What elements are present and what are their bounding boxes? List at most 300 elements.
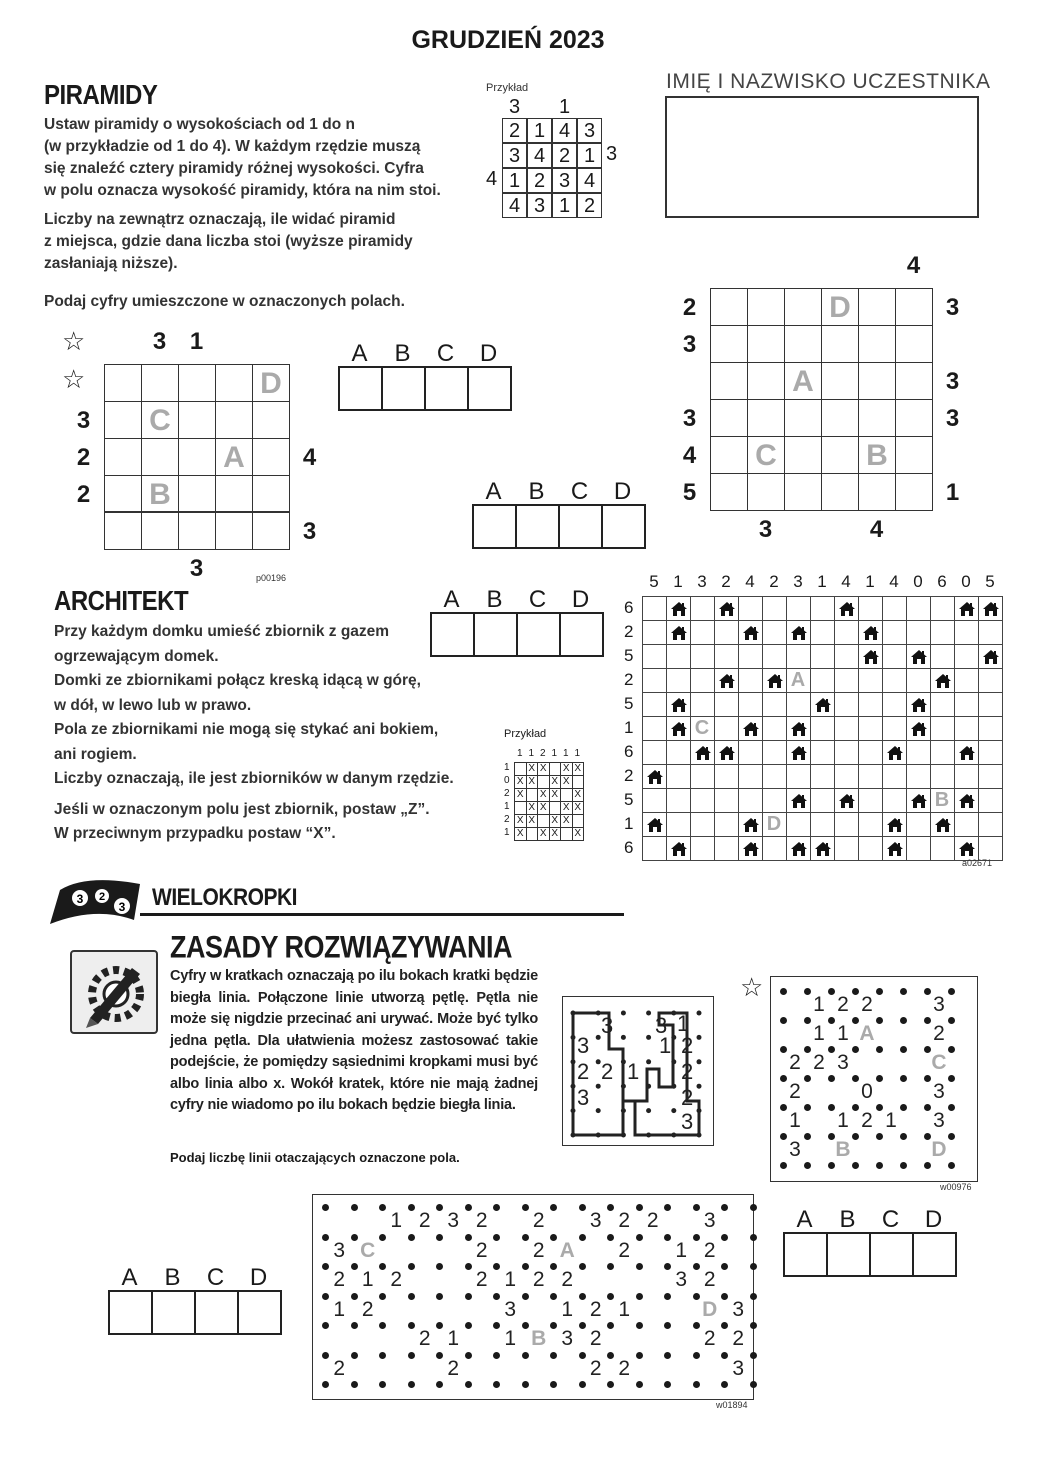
pyramid-large-cell[interactable]	[895, 473, 933, 511]
example-cell: X	[549, 788, 562, 802]
answer-box-c[interactable]	[424, 366, 469, 411]
architekt-cell[interactable]	[738, 788, 763, 813]
house-icon[interactable]	[690, 740, 715, 765]
example-right-clue: 3	[606, 143, 618, 165]
architekt-cell[interactable]	[858, 716, 883, 741]
dots-large-dot	[436, 1234, 443, 1241]
architekt-cell[interactable]	[930, 764, 955, 789]
answer-box-d[interactable]	[912, 1232, 957, 1277]
architekt-cell[interactable]	[882, 764, 907, 789]
pyramid-large-marked-cell[interactable]: C	[747, 436, 785, 474]
architekt-cell[interactable]	[762, 836, 787, 861]
architekt-cell[interactable]	[714, 764, 739, 789]
pyramid-large-cell[interactable]	[784, 399, 822, 437]
architekt-cell[interactable]	[762, 764, 787, 789]
architekt-cell[interactable]	[906, 668, 931, 693]
house-icon[interactable]	[810, 692, 835, 717]
architekt-cell[interactable]	[714, 620, 739, 645]
house-icon[interactable]	[858, 620, 883, 645]
house-icon[interactable]	[882, 812, 907, 837]
dots-large-dot	[636, 1322, 643, 1329]
architekt-cell[interactable]	[810, 764, 835, 789]
architekt-cell[interactable]	[930, 836, 955, 861]
architekt-cell[interactable]	[834, 740, 859, 765]
house-icon[interactable]	[786, 788, 811, 813]
architekt-cell[interactable]	[954, 644, 979, 669]
pyramid-small-cell[interactable]	[104, 512, 142, 550]
architekt-cell[interactable]	[954, 812, 979, 837]
pyramid-large-cell[interactable]	[710, 288, 748, 326]
architekt-cell[interactable]	[834, 620, 859, 645]
pyramid-small-cell[interactable]	[215, 475, 253, 513]
pyramid-small-left-clue: 2	[76, 444, 91, 471]
dots-small-clue: 0	[861, 1080, 873, 1103]
pyramid-large-cell[interactable]	[784, 288, 822, 326]
house-icon[interactable]	[786, 716, 811, 741]
dot-puzzle-small	[770, 976, 978, 1182]
pyramid-large-cell[interactable]	[710, 436, 748, 474]
architekt-cell[interactable]	[906, 596, 931, 621]
house-icon[interactable]	[786, 836, 811, 861]
architekt-cell[interactable]	[786, 812, 811, 837]
architekt-cell[interactable]	[858, 596, 883, 621]
architekt-cell[interactable]	[666, 644, 691, 669]
answer-letter: C	[528, 586, 547, 613]
pyramid-small-marked-cell[interactable]: D	[252, 364, 290, 402]
answer-box-a[interactable]	[472, 504, 517, 549]
architekt-cell[interactable]	[882, 692, 907, 717]
architekt-cell[interactable]	[642, 620, 667, 645]
architekt-cell[interactable]	[978, 620, 1003, 645]
architekt-cell[interactable]	[930, 740, 955, 765]
architekt-cell[interactable]	[834, 668, 859, 693]
pyramid-small-cell[interactable]	[104, 475, 142, 513]
architekt-cell[interactable]	[738, 644, 763, 669]
house-icon[interactable]	[978, 596, 1003, 621]
example-cell: 4	[552, 118, 577, 143]
house-icon[interactable]	[738, 836, 763, 861]
architekt-cell[interactable]	[810, 644, 835, 669]
architekt-cell[interactable]	[834, 812, 859, 837]
house-icon[interactable]	[642, 764, 667, 789]
rules-text: Cyfry w kratkach oznaczają po ilu bokach kratki będzie biegła linia. Połączone linie utworzą pętlę. Pętla nie może się nigdzie przecinać ani urywać. Może być tylko jedna pętla. Dla ułatwienia możesz zastosować takie podejście, że pomiędzy sąsiednimi kropkami musi być albo linia albo x. Wokół kratek, które nie mają żadnej cyfry nie wiadomo po ilu bokach będzie biegła linia.	[170, 968, 538, 1113]
architekt-cell[interactable]	[642, 644, 667, 669]
example-cell: X	[560, 801, 573, 815]
answer-box-b[interactable]	[826, 1232, 871, 1277]
house-icon[interactable]	[834, 596, 859, 621]
architekt-cell[interactable]	[858, 692, 883, 717]
pyramid-large-top-clue: 4	[906, 252, 921, 279]
architekt-cell[interactable]	[642, 596, 667, 621]
answer-box-b[interactable]	[381, 366, 426, 411]
answer-box-c[interactable]	[869, 1232, 914, 1277]
pyramid-large-cell[interactable]	[821, 473, 859, 511]
dots-large-clue: 1	[361, 1268, 374, 1291]
answer-box-a[interactable]	[338, 366, 383, 411]
house-icon[interactable]	[714, 668, 739, 693]
architekt-cell[interactable]	[954, 764, 979, 789]
architekt-cell[interactable]	[690, 620, 715, 645]
house-icon[interactable]	[666, 836, 691, 861]
pyramid-large-marked-cell[interactable]: D	[821, 288, 859, 326]
architekt-cell[interactable]	[786, 596, 811, 621]
answer-box-d[interactable]	[601, 504, 646, 549]
pyramid-small-marked-cell[interactable]: A	[215, 438, 253, 476]
house-icon[interactable]	[666, 692, 691, 717]
pyramid-small-cell[interactable]	[104, 438, 142, 476]
architekt-cell[interactable]	[882, 596, 907, 621]
architekt-cell[interactable]	[810, 668, 835, 693]
answer-box-a[interactable]	[430, 612, 475, 657]
architekt-cell[interactable]	[810, 716, 835, 741]
house-icon[interactable]	[714, 596, 739, 621]
house-icon[interactable]	[810, 836, 835, 861]
dots-large-clue: 2	[532, 1268, 545, 1291]
pyramid-small-cell[interactable]	[104, 364, 142, 402]
dots-small-dot	[780, 1162, 787, 1169]
pyramid-small-marked-cell[interactable]: C	[141, 401, 179, 439]
pyramid-large-marked-cell[interactable]: B	[858, 436, 896, 474]
architekt-cell[interactable]	[810, 740, 835, 765]
dots-small-dot	[876, 1133, 883, 1140]
pyramid-large-cell[interactable]	[710, 325, 748, 363]
house-icon[interactable]	[786, 620, 811, 645]
example-left-clue: 4	[486, 168, 498, 190]
pyramid-small-cell[interactable]	[141, 364, 179, 402]
pyramid-large-cell[interactable]	[821, 399, 859, 437]
pyramid-large-cell[interactable]	[747, 362, 785, 400]
pyramid-large-cell[interactable]	[858, 325, 896, 363]
example-cell: 2	[552, 143, 577, 168]
pyramid-large-cell[interactable]	[710, 362, 748, 400]
house-icon[interactable]	[954, 788, 979, 813]
answer-letter: B	[486, 586, 503, 613]
dots-small-marked-cell: C	[931, 1051, 947, 1074]
pyramid-small-cell[interactable]	[252, 438, 290, 476]
architekt-cell[interactable]	[738, 740, 763, 765]
pyramid-large-cell[interactable]	[784, 473, 822, 511]
architekt-cell[interactable]	[834, 716, 859, 741]
pyramid-large-cell[interactable]	[821, 325, 859, 363]
architekt-cell[interactable]	[714, 644, 739, 669]
answer-box-c[interactable]	[558, 504, 603, 549]
architekt-cell[interactable]	[882, 644, 907, 669]
pyramid-large-cell[interactable]	[747, 325, 785, 363]
answer-letter: C	[206, 1264, 225, 1291]
pyramid-small-marked-cell[interactable]: B	[141, 475, 179, 513]
house-icon[interactable]	[906, 692, 931, 717]
pyramid-small-cell[interactable]	[178, 438, 216, 476]
task-text: Podaj liczbę linii otaczających oznaczone pola.	[170, 1150, 460, 1165]
architekt-cell[interactable]	[810, 596, 835, 621]
pyramid-small-cell[interactable]	[252, 475, 290, 513]
pyramid-small-cell[interactable]	[178, 475, 216, 513]
pyramid-small-cell[interactable]	[252, 401, 290, 439]
house-icon[interactable]	[954, 596, 979, 621]
example-col-clue: 1	[574, 748, 581, 759]
dots-small-marked-cell: A	[859, 1022, 875, 1045]
answer-box-a[interactable]	[783, 1232, 828, 1277]
example-clue: 3	[681, 1109, 694, 1134]
pyramid-large-cell[interactable]	[821, 436, 859, 474]
example-dot	[621, 1035, 626, 1040]
architekt-cell[interactable]	[738, 668, 763, 693]
answer-box-c[interactable]	[194, 1290, 239, 1335]
pyramid-large-marked-cell[interactable]: A	[784, 362, 822, 400]
pyramid-small-cell[interactable]	[215, 364, 253, 402]
answer-box-b[interactable]	[473, 612, 518, 657]
architekt-cell[interactable]	[714, 788, 739, 813]
architekt-cell[interactable]	[666, 788, 691, 813]
dots-small-dot	[780, 1017, 787, 1024]
architekt-cell[interactable]	[642, 716, 667, 741]
architekt-cell[interactable]	[978, 716, 1003, 741]
architekt-cell[interactable]	[762, 644, 787, 669]
architekt-cell[interactable]	[834, 644, 859, 669]
architekt-cell[interactable]	[762, 692, 787, 717]
architekt-cell[interactable]	[714, 716, 739, 741]
house-icon[interactable]	[906, 716, 931, 741]
answer-box-d[interactable]	[559, 612, 604, 657]
pyramid-large-cell[interactable]	[747, 473, 785, 511]
example-cell: X	[537, 788, 550, 802]
architekt-cell[interactable]	[834, 764, 859, 789]
architekt-cell[interactable]	[858, 836, 883, 861]
architekt-cell[interactable]	[690, 644, 715, 669]
architekt-cell[interactable]	[738, 764, 763, 789]
dots-large-clue: 2	[532, 1209, 545, 1232]
architekt-cell[interactable]	[690, 764, 715, 789]
pyramid-large-cell[interactable]	[895, 288, 933, 326]
architekt-cell[interactable]	[858, 812, 883, 837]
architekt-cell[interactable]	[810, 620, 835, 645]
architekt-cell[interactable]	[714, 836, 739, 861]
architekt-cell[interactable]	[978, 788, 1003, 813]
architekt-cell[interactable]	[834, 836, 859, 861]
house-icon[interactable]	[738, 620, 763, 645]
architekt-cell[interactable]	[690, 692, 715, 717]
pyramid-large-cell[interactable]	[895, 362, 933, 400]
house-icon[interactable]	[858, 644, 883, 669]
architekt-cell[interactable]	[930, 644, 955, 669]
architekt-cell[interactable]	[978, 740, 1003, 765]
dots-large-dot	[664, 1352, 671, 1359]
pyramid-small-cell[interactable]	[178, 364, 216, 402]
pyramid-small-cell[interactable]	[141, 438, 179, 476]
name-input-box[interactable]	[665, 96, 979, 218]
house-icon[interactable]	[954, 740, 979, 765]
house-icon[interactable]	[666, 620, 691, 645]
pyramid-large-cell[interactable]	[710, 473, 748, 511]
dots-large-dot	[408, 1234, 415, 1241]
architekt-cell[interactable]	[690, 596, 715, 621]
architekt-cell[interactable]	[858, 668, 883, 693]
architekt-cell[interactable]	[978, 764, 1003, 789]
architekt-cell[interactable]	[642, 692, 667, 717]
pyramid-large-cell[interactable]	[784, 325, 822, 363]
pyramid-large-cell[interactable]	[821, 362, 859, 400]
dots-small-dot	[828, 1162, 835, 1169]
architekt-cell[interactable]	[810, 812, 835, 837]
pyramid-large-cell[interactable]	[747, 288, 785, 326]
dots-large-dot	[579, 1381, 586, 1388]
pyramid-large-cell[interactable]	[858, 288, 896, 326]
house-icon[interactable]	[930, 812, 955, 837]
pyramid-large-cell[interactable]	[784, 436, 822, 474]
pyramid-small-cell[interactable]	[178, 512, 216, 550]
pyramid-small-cell[interactable]	[252, 512, 290, 550]
dots-large-clue: 1	[561, 1297, 574, 1321]
example-row-clue: 1	[504, 762, 510, 773]
pyramid-small-cell[interactable]	[141, 512, 179, 550]
dots-large-dot	[750, 1263, 757, 1270]
answer-box-c[interactable]	[516, 612, 561, 657]
architekt-cell[interactable]	[690, 788, 715, 813]
answer-letter: A	[351, 340, 368, 367]
architekt-cell[interactable]	[858, 764, 883, 789]
architekt-cell[interactable]	[882, 620, 907, 645]
example-cell: X	[560, 775, 573, 789]
architekt-cell[interactable]	[978, 692, 1003, 717]
answer-box-a[interactable]	[108, 1290, 153, 1335]
dots-large-dot	[493, 1381, 500, 1388]
pyramid-small-cell[interactable]	[215, 512, 253, 550]
architekt-cell[interactable]	[954, 620, 979, 645]
architekt-cell[interactable]	[690, 812, 715, 837]
house-icon[interactable]	[666, 596, 691, 621]
answer-letter: B	[528, 478, 545, 505]
architekt-cell[interactable]	[978, 812, 1003, 837]
dots-large-clue: 2	[418, 1209, 431, 1232]
architekt-cell[interactable]	[906, 812, 931, 837]
architekt-cell[interactable]	[690, 836, 715, 861]
architekt-cell[interactable]	[762, 716, 787, 741]
example-cell: 4	[502, 193, 527, 218]
architekt-cell[interactable]	[858, 788, 883, 813]
pyramid-large-right-clue: 3	[945, 368, 960, 395]
example-cell: X	[526, 762, 539, 776]
pyramid-large-cell[interactable]	[895, 325, 933, 363]
architekt-cell[interactable]	[954, 668, 979, 693]
house-icon[interactable]	[786, 740, 811, 765]
house-icon[interactable]	[930, 668, 955, 693]
answer-letter: D	[571, 586, 590, 613]
dots-small-clue: 2	[837, 993, 849, 1016]
architekt-cell[interactable]	[906, 836, 931, 861]
answer-letter: A	[121, 1264, 138, 1291]
house-icon[interactable]	[666, 716, 691, 741]
pyramid-large-cell[interactable]	[895, 399, 933, 437]
section-divider	[140, 913, 624, 916]
house-icon[interactable]	[882, 836, 907, 861]
example-dot	[697, 1011, 702, 1016]
architekt-cell[interactable]	[906, 764, 931, 789]
architekt-cell[interactable]	[906, 620, 931, 645]
architekt-cell[interactable]	[786, 764, 811, 789]
architekt-cell[interactable]	[954, 716, 979, 741]
pyramid-large-cell[interactable]	[858, 473, 896, 511]
house-icon[interactable]	[906, 788, 931, 813]
house-icon[interactable]	[642, 812, 667, 837]
pencil-gear-icon	[70, 950, 158, 1034]
house-icon[interactable]	[738, 716, 763, 741]
house-icon[interactable]	[882, 740, 907, 765]
pyramid-small-cell[interactable]	[178, 401, 216, 439]
example-cell: 1	[502, 168, 527, 193]
architekt-cell[interactable]	[930, 596, 955, 621]
architekt-cell[interactable]	[762, 788, 787, 813]
pyramid-small-cell[interactable]	[104, 401, 142, 439]
architekt-cell[interactable]	[930, 692, 955, 717]
house-icon[interactable]	[978, 644, 1003, 669]
architekt-row-clue: 1	[624, 718, 634, 737]
architekt-cell[interactable]	[738, 692, 763, 717]
architekt-cell[interactable]	[834, 692, 859, 717]
pyramid-large-cell[interactable]	[858, 362, 896, 400]
dots-large-dot	[351, 1204, 358, 1211]
architekt-cell[interactable]	[954, 692, 979, 717]
architekt-cell[interactable]	[666, 668, 691, 693]
architekt-cell[interactable]	[642, 668, 667, 693]
architekt-cell[interactable]	[762, 620, 787, 645]
architekt-cell[interactable]	[762, 740, 787, 765]
architekt-cell[interactable]	[762, 596, 787, 621]
answer-box-b[interactable]	[151, 1290, 196, 1335]
architekt-cell[interactable]	[882, 788, 907, 813]
architekt-cell[interactable]	[666, 812, 691, 837]
architekt-cell[interactable]	[714, 812, 739, 837]
architekt-cell[interactable]	[642, 740, 667, 765]
architekt-cell[interactable]	[642, 788, 667, 813]
house-icon[interactable]	[762, 668, 787, 693]
architekt-cell[interactable]	[858, 740, 883, 765]
pyramid-large-cell[interactable]	[747, 399, 785, 437]
architekt-cell[interactable]	[978, 668, 1003, 693]
answer-box-b[interactable]	[515, 504, 560, 549]
architekt-cell[interactable]	[786, 692, 811, 717]
pyramid-large-cell[interactable]	[858, 399, 896, 437]
dots-large-clue: 3	[589, 1209, 602, 1232]
house-icon[interactable]	[834, 788, 859, 813]
architekt-cell[interactable]	[882, 716, 907, 741]
architekt-cell[interactable]	[906, 740, 931, 765]
dots-small-clue: 1	[837, 1109, 849, 1132]
pyramid-large-cell[interactable]	[710, 399, 748, 437]
architekt-cell[interactable]	[666, 740, 691, 765]
architekt-cell[interactable]	[666, 764, 691, 789]
dots-large-dot	[465, 1293, 472, 1300]
architekt-cell[interactable]	[882, 668, 907, 693]
architekt-cell[interactable]	[690, 668, 715, 693]
badge-digit: 2	[98, 891, 106, 903]
answer-box-d[interactable]	[237, 1290, 282, 1335]
architekt-cell[interactable]	[930, 716, 955, 741]
architekt-cell[interactable]	[810, 788, 835, 813]
pyramid-large-cell[interactable]	[895, 436, 933, 474]
architekt-cell[interactable]	[642, 836, 667, 861]
answer-box-d[interactable]	[467, 366, 512, 411]
house-icon[interactable]	[906, 644, 931, 669]
pyramid-small-cell[interactable]	[215, 401, 253, 439]
house-icon[interactable]	[738, 812, 763, 837]
dots-small-dot	[828, 1075, 835, 1082]
architekt-cell[interactable]	[930, 620, 955, 645]
house-icon[interactable]	[714, 740, 739, 765]
dots-large-clue: 2	[532, 1238, 545, 1262]
architekt-cell[interactable]	[714, 692, 739, 717]
architekt-cell[interactable]	[786, 644, 811, 669]
architekt-cell[interactable]	[738, 596, 763, 621]
